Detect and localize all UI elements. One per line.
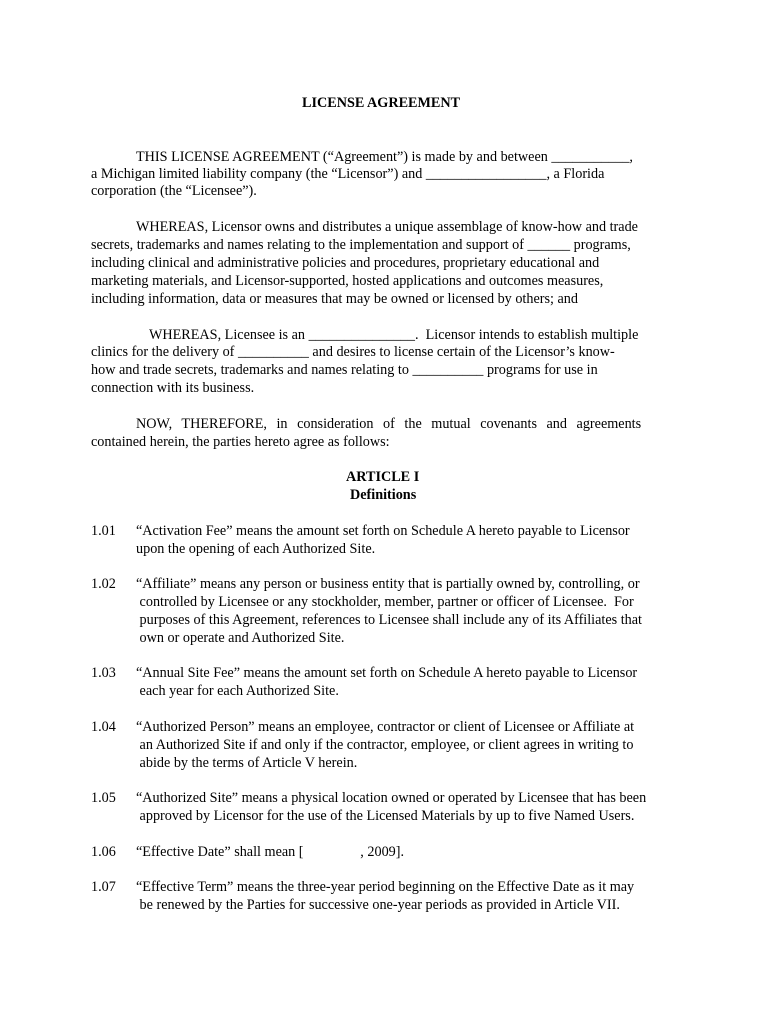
whereas-line: connection with its business. (91, 380, 255, 396)
whereas-line: secrets, trademarks and names relating to the implementation and support of ______ programs, (91, 237, 631, 253)
definition-line: each year for each Authorized Site. (136, 683, 339, 699)
definition-line: “Effective Date” shall mean [ , 2009]. (136, 844, 405, 860)
definition-number: 1.07 (91, 879, 116, 895)
definition-line: be renewed by the Parties for successive one-year periods as provided in Article VII. (136, 897, 620, 913)
definition-number: 1.02 (91, 576, 116, 592)
definition-number: 1.04 (91, 719, 116, 735)
definition-line: own or operate and Authorized Site. (136, 630, 345, 646)
now-therefore-line: NOW, THEREFORE, in consideration of the mutual covenants and agreements (136, 416, 642, 432)
definition-number: 1.05 (91, 790, 116, 806)
preamble-line: THIS LICENSE AGREEMENT (“Agreement”) is made by and between ___________, (136, 149, 633, 165)
definition-line: purposes of this Agreement, references to Licensee shall include any of its Affiliates that (136, 612, 642, 628)
definition-number: 1.01 (91, 523, 116, 539)
preamble-line: corporation (the “Licensee”). (91, 183, 257, 199)
whereas-line: including information, data or measures that may be owned or licensed by others; and (91, 291, 578, 307)
definition-line: “Activation Fee” means the amount set forth on Schedule A hereto payable to Licensor (136, 523, 630, 539)
definition-line: abide by the terms of Article V herein. (136, 755, 358, 771)
whereas-line: how and trade secrets, trademarks and names relating to __________ programs for use in (91, 362, 598, 378)
definition-line: “Affiliate” means any person or business entity that is partially owned by, controlling, or (136, 576, 640, 592)
definition-line: approved by Licensor for the use of the Licensed Materials by up to five Named Users. (136, 808, 635, 824)
definition-line: upon the opening of each Authorized Site. (136, 541, 376, 557)
definition-number: 1.03 (91, 665, 116, 681)
whereas-line: marketing materials, and Licensor-supported, hosted applications and outcomes measures, (91, 273, 604, 289)
whereas-line: including clinical and administrative policies and procedures, proprietary educational and (91, 255, 600, 271)
preamble-line: a Michigan limited liability company (the “Licensor”) and _________________, a Florida (91, 166, 605, 182)
definition-line: an Authorized Site if and only if the contractor, employee, or client agrees in writing to (136, 737, 634, 753)
whereas-line: WHEREAS, Licensor owns and distributes a unique assemblage of know-how and trade (136, 219, 638, 235)
definition-line: “Authorized Site” means a physical location owned or operated by Licensee that has been (136, 790, 647, 806)
definition-number: 1.06 (91, 844, 116, 860)
definition-line: “Effective Term” means the three-year period beginning on the Effective Date as it may (136, 879, 635, 895)
now-therefore-line: contained herein, the parties hereto agree as follows: (91, 434, 390, 450)
definition-line: “Annual Site Fee” means the amount set forth on Schedule A hereto payable to Licensor (136, 665, 638, 681)
article-heading: ARTICLE I (346, 469, 420, 485)
document-title: LICENSE AGREEMENT (302, 95, 461, 111)
whereas-line: WHEREAS, Licensee is an _______________. Licensor intends to establish multiple (149, 327, 639, 343)
article-subheading: Definitions (350, 487, 417, 503)
whereas-line: clinics for the delivery of __________ and desires to license certain of the Licensor’s know- (91, 344, 615, 360)
definition-line: “Authorized Person” means an employee, contractor or client of Licensee or Affiliate at (136, 719, 635, 735)
definition-line: controlled by Licensee or any stockholder, member, partner or officer of Licensee. For (136, 594, 634, 610)
